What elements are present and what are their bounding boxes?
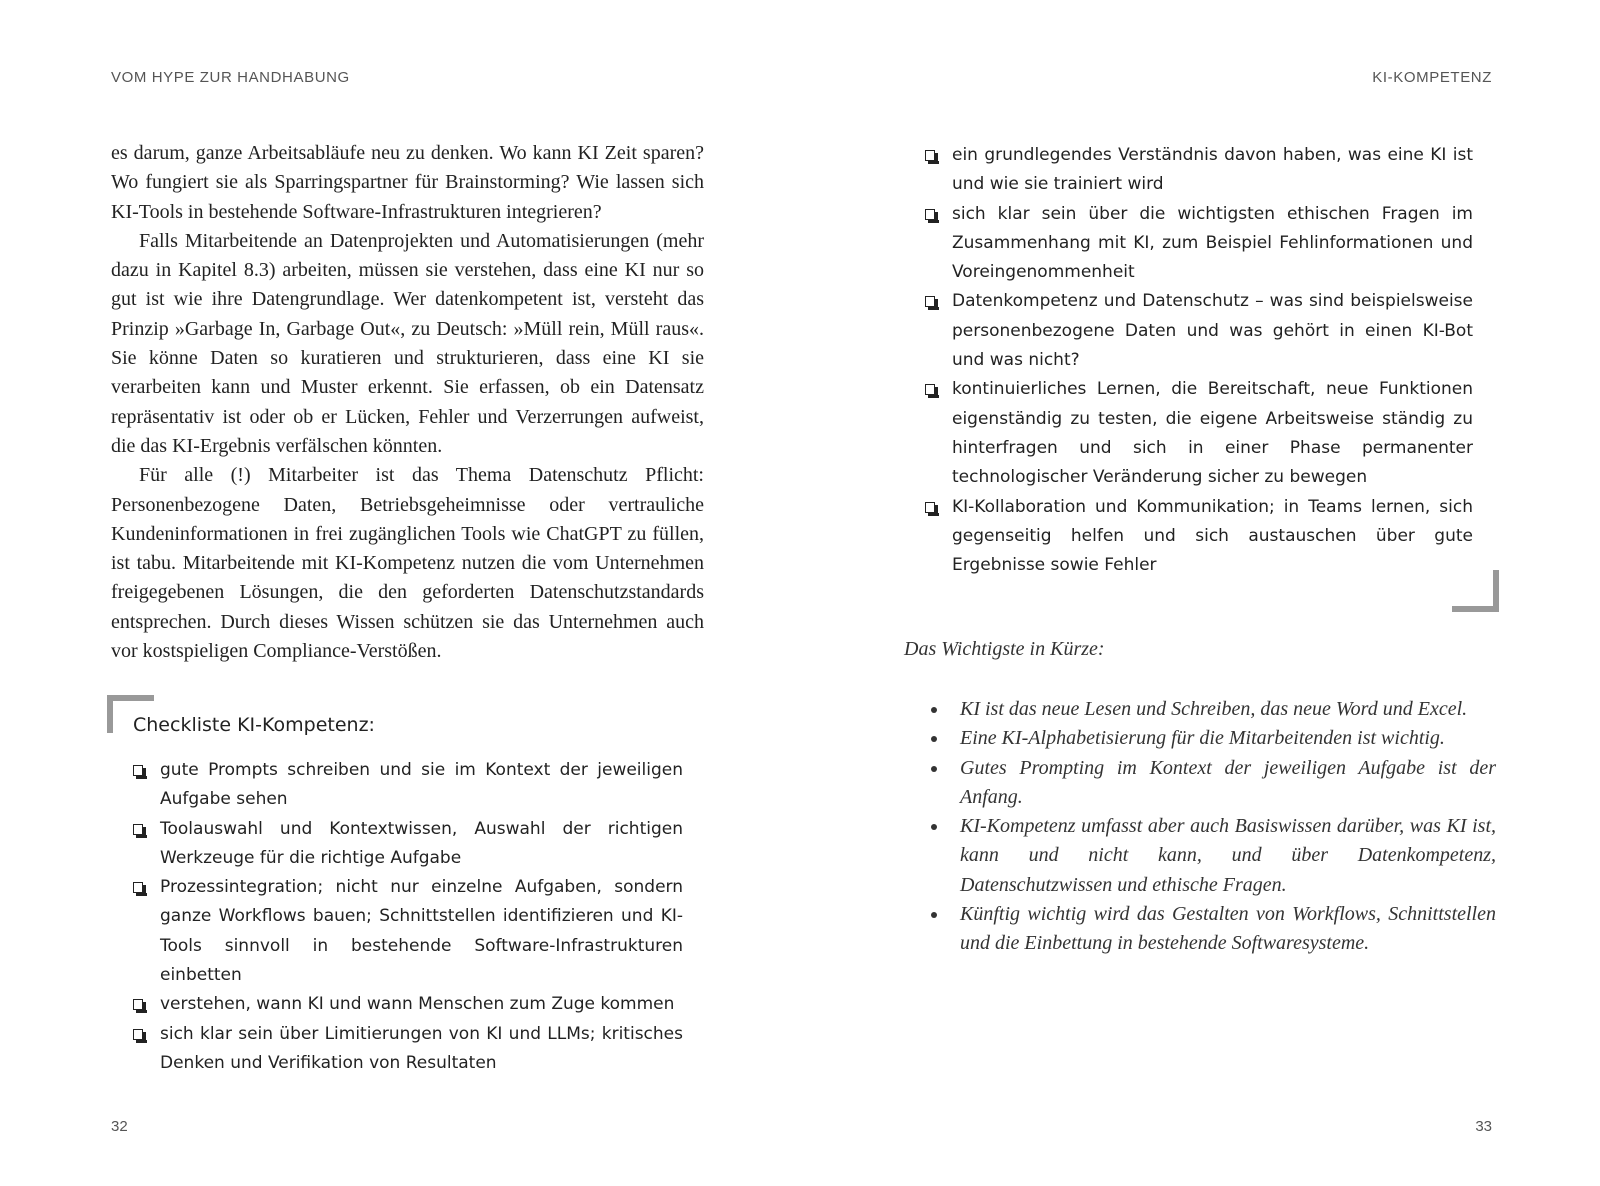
checklist-item — [925, 141, 1473, 200]
body-paragraph: Für alle (!) Mitarbeiter ist das Thema Datenschutz Pflicht: Personenbezogene Daten, Betriebsgeheimnisse oder vertrauliche Kundeninformationen in frei zugänglichen Tools wie ChatGPT zu füllen, ist tabu. Mitarbeitende mit KI-Kompetenz nutzen die vom Unternehmen freigegebenen Lösungen, die den geforderten Datenschutzstandards entsprechen. Durch dieses Wissen schützen sie das Unternehmen auch vor kostspieligen Compliance-Verstößen. — [111, 464, 704, 663]
summary-item — [904, 695, 1496, 724]
checklist-item — [133, 990, 683, 1019]
checklist-item-text: Datenkompetenz und Datenschutz – was sind beispielsweise personenbezogene Daten und was gehört in einen KI-Bot und was nicht? — [952, 291, 1473, 371]
checkbox-icon — [133, 882, 143, 893]
bullet-icon — [931, 766, 937, 772]
checklist-item-text: verstehen, wann KI und wann Menschen zum Zuge kommen — [160, 994, 675, 1015]
checklist-title: Checkliste KI-Kompetenz: — [133, 714, 375, 736]
summary-list — [904, 695, 1496, 959]
body-text — [111, 139, 704, 666]
checkbox-icon — [133, 765, 143, 776]
checklist-item-text: kontinuierliches Lernen, die Bereitschaft, neue Funktionen eigenständig zu testen, die eigene Arbeitsweise ständig zu hinterfragen und sich in einer Phase permanenter technologischer Veränderung sicher zu bewegen — [952, 379, 1473, 488]
checklist-item — [133, 815, 683, 874]
running-head-left: VOM HYPE ZUR HANDHABUNG — [111, 69, 350, 86]
checklist-item-text: ein grundlegendes Verständnis davon haben, was eine KI ist und wie sie trainiert wird — [952, 145, 1473, 195]
checklist-item-text: sich klar sein über Limitierungen von KI und LLMs; kritisches Denken und Verifikation von Resultaten — [160, 1023, 683, 1073]
body-paragraph: Falls Mitarbeitende an Datenprojekten und Automatisierungen (mehr dazu in Kapitel 8.3) arbeiten, müssen sie verstehen, dass eine KI nur so gut ist wie ihre Datengrundlage. Wer datenkompetent ist, versteht das Prinzip »Garbage In, Garbage Out«, zu Deutsch: »Müll rein, Müll raus«. Sie könne Daten so kuratieren und strukturieren, dass eine KI sie verarbeiten kann und Muster erkennt. Sie erfassen, ob ein Datensatz repräsentativ ist oder ob er Lücken, Fehler und Verzerrungen aufweist, die das KI-Ergebnis verfälschen könnten. — [111, 229, 704, 457]
checkbox-icon — [925, 209, 935, 220]
summary-item-text: Künftig wichtig wird das Gestalten von Workflows, Schnittstellen und die Einbettung in bestehende Softwaresysteme. — [960, 903, 1496, 955]
bullet-icon — [931, 824, 937, 830]
bullet-icon — [931, 736, 937, 742]
checklist-item — [133, 756, 683, 815]
checkbox-icon — [925, 296, 935, 307]
checklist-item-text: sich klar sein über die wichtigsten ethischen Fragen im Zusammenhang mit KI, zum Beispiel Fehlinformationen und Voreingenommenheit — [952, 203, 1473, 283]
checklist-left — [133, 756, 683, 1078]
checklist-item — [925, 287, 1473, 375]
checklist-item — [133, 873, 683, 990]
checklist-item-text: gute Prompts schreiben und sie im Kontext der jeweiligen Aufgabe sehen — [160, 760, 683, 810]
summary-item-text: KI-Kompetenz umfasst aber auch Basiswissen darüber, was KI ist, kann und nicht kann, und über Datenkompetenz, Datenschutzwissen und ethische Fragen. — [960, 815, 1496, 896]
body-paragraph: es darum, ganze Arbeitsabläufe neu zu denken. Wo kann KI Zeit sparen? Wo fungiert sie als Sparringspartner für Brainstorming? Wie lassen sich KI-Tools in bestehende Software-Infrastrukturen integrieren? — [111, 142, 704, 223]
checkbox-icon — [925, 150, 935, 161]
checkbox-icon — [133, 1029, 143, 1040]
summary-item — [904, 900, 1496, 959]
checkbox-icon — [133, 824, 143, 835]
summary-item-text: KI ist das neue Lesen und Schreiben, das neue Word und Excel. — [960, 698, 1468, 720]
checklist-item-text: Toolauswahl und Kontextwissen, Auswahl der richtigen Werkzeuge für die richtige Aufgabe — [160, 818, 683, 868]
page-number-left: 32 — [111, 1118, 128, 1135]
bullet-icon — [931, 707, 937, 713]
right-page — [800, 0, 1600, 1186]
summary-item — [904, 754, 1496, 813]
checkbox-icon — [925, 502, 935, 513]
checkbox-icon — [133, 999, 143, 1010]
box-corner-bottom-right — [1452, 570, 1499, 612]
checklist-item-text: Prozessintegration; nicht nur einzelne Aufgaben, sondern ganze Workflows bauen; Schnittstellen identifizieren und KI-Tools sinnvoll in bestehende Software-Infrastrukturen einbetten — [160, 877, 683, 986]
checklist-item — [925, 493, 1473, 581]
summary-item — [904, 812, 1496, 900]
checklist-right — [925, 141, 1473, 580]
checklist-item — [925, 375, 1473, 492]
page-number-right: 33 — [1475, 1118, 1492, 1135]
bullet-icon — [931, 912, 937, 918]
summary-item — [904, 724, 1496, 753]
summary-item-text: Gutes Prompting im Kontext der jeweiligen Aufgabe ist der Anfang. — [960, 756, 1496, 808]
checklist-item-text: KI-Kollaboration und Kommunikation; in Teams lernen, sich gegenseitig helfen und sich austauschen über gute Ergebnisse sowie Fehler — [952, 496, 1473, 576]
summary-heading: Das Wichtigste in Kürze: — [904, 638, 1105, 660]
checkbox-icon — [925, 384, 935, 395]
running-head-right: KI-KOMPETENZ — [1372, 69, 1492, 86]
checklist-item — [925, 200, 1473, 288]
checklist-item — [133, 1020, 683, 1079]
summary-item-text: Eine KI-Alphabetisierung für die Mitarbeitenden ist wichtig. — [960, 727, 1445, 750]
